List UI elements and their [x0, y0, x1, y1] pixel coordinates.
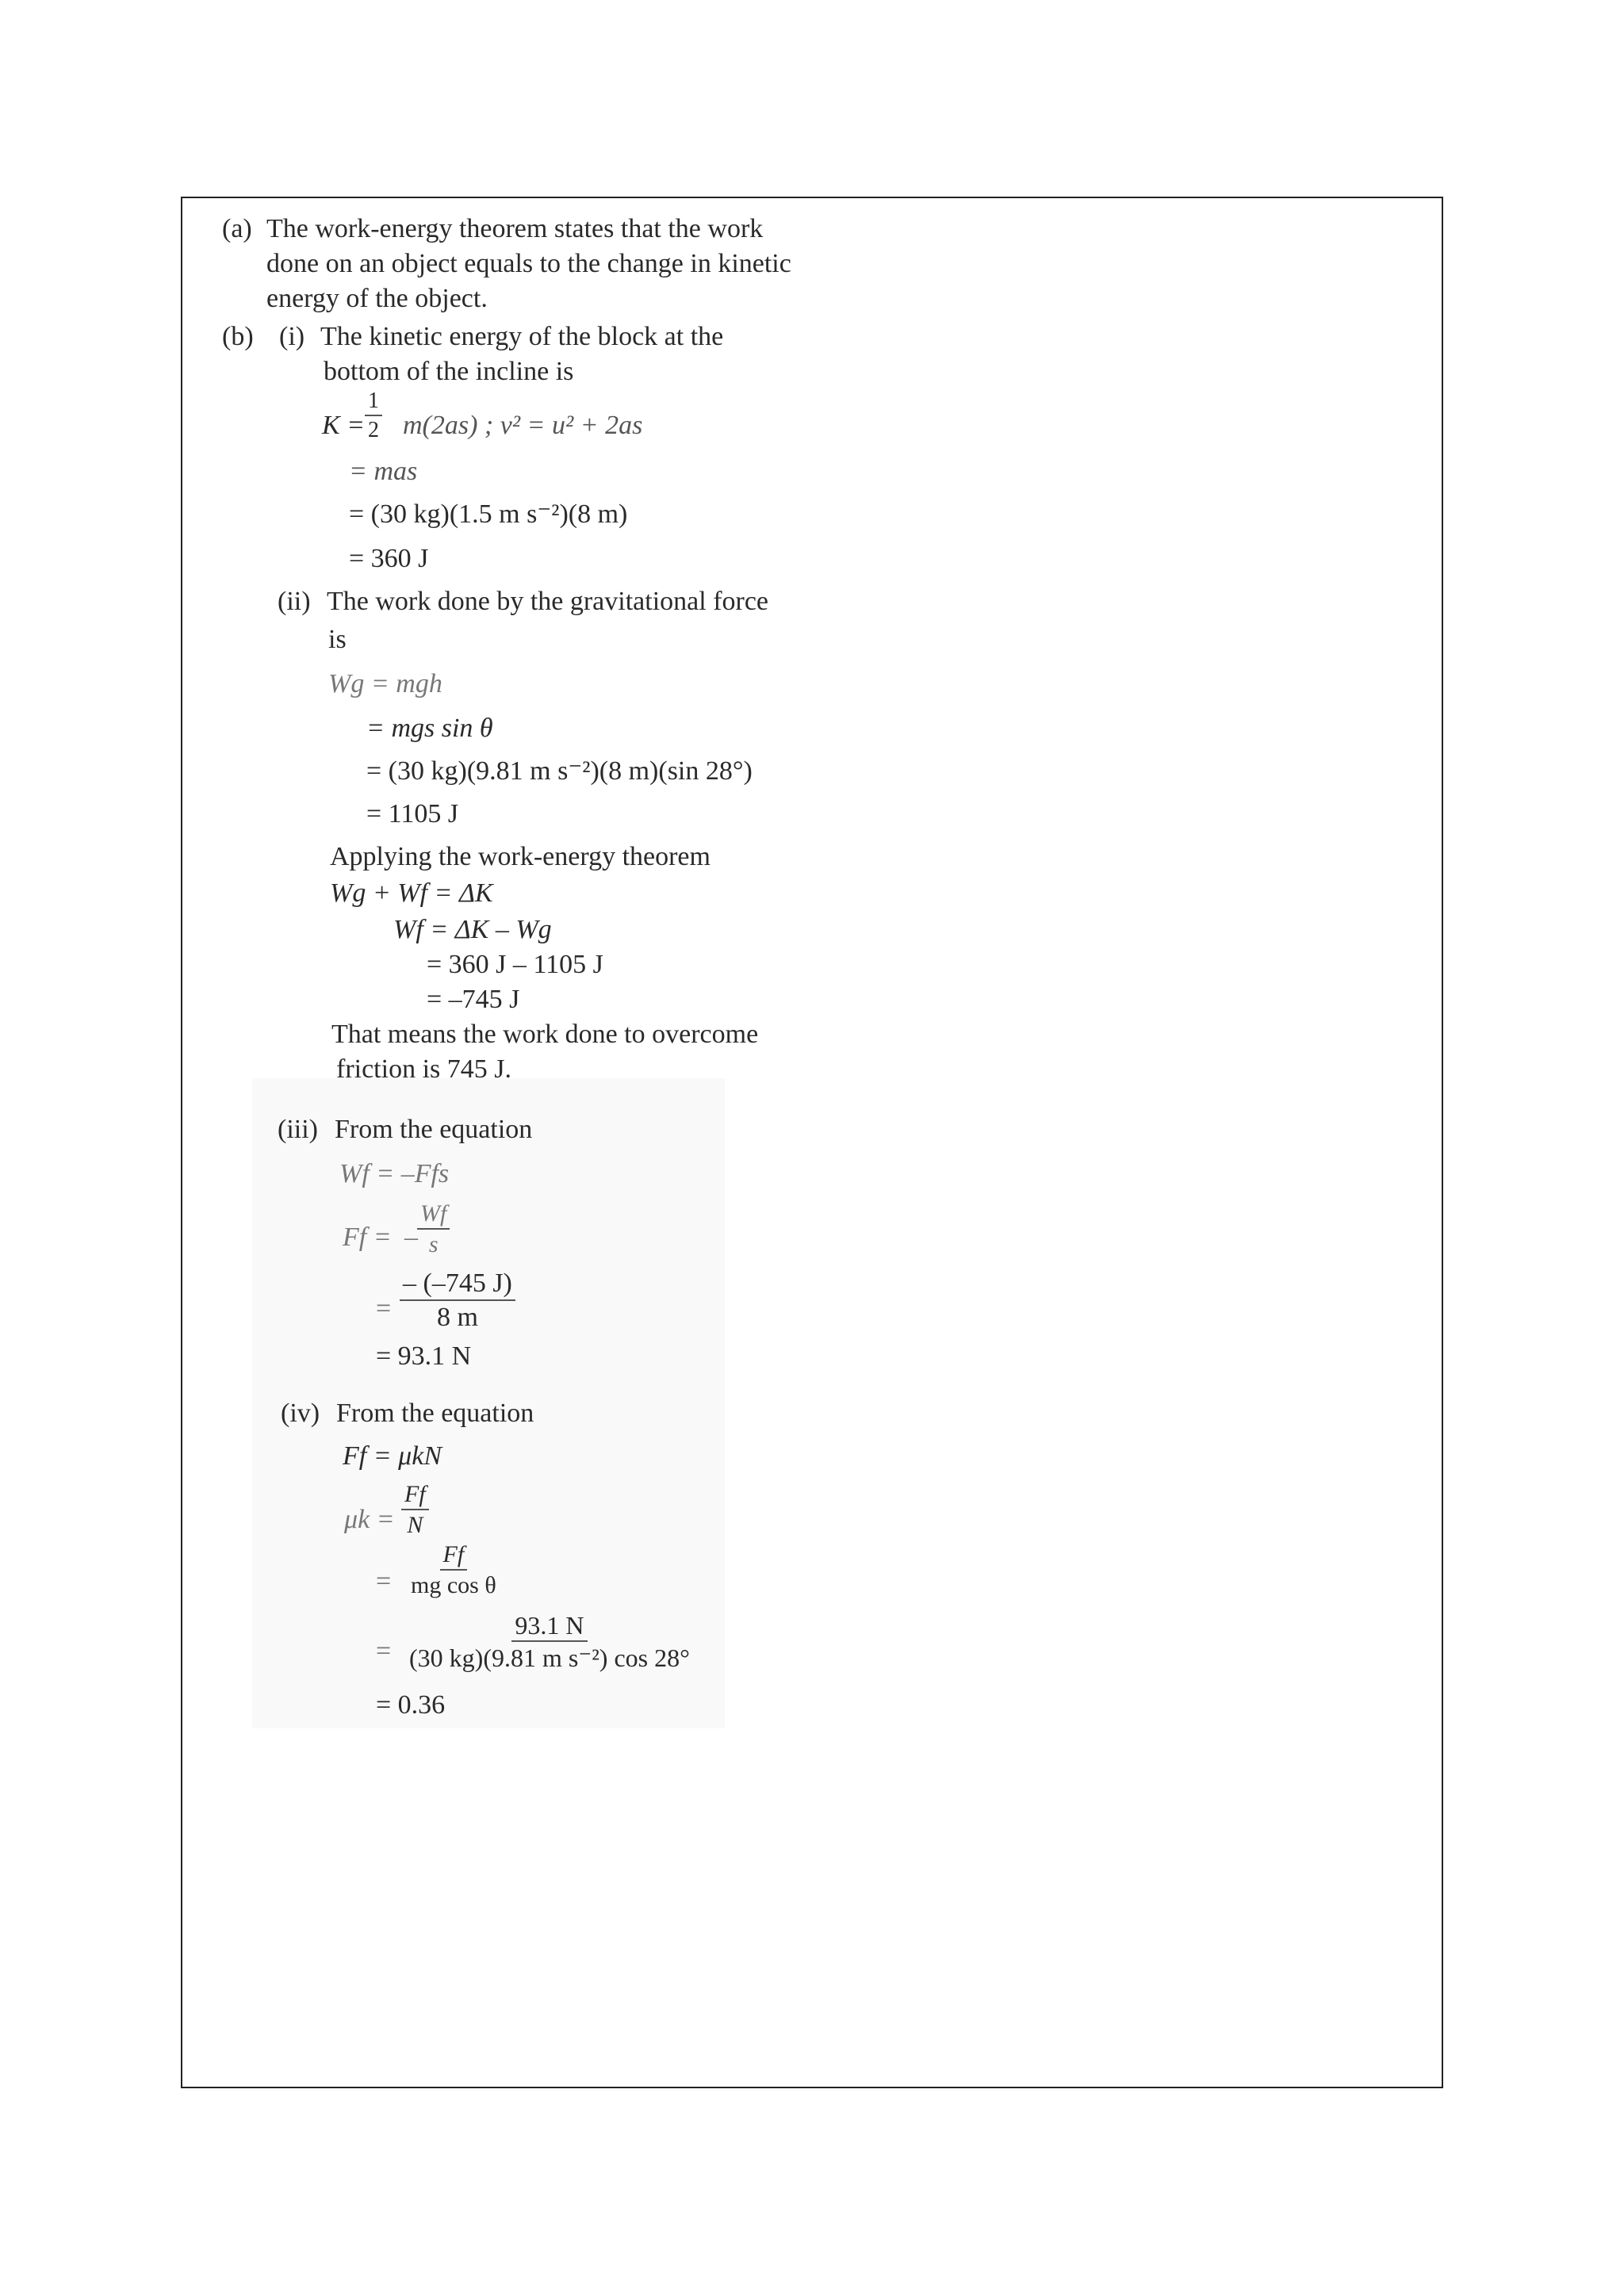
mu-denominator: N — [407, 1512, 423, 1538]
mu-fraction — [401, 1483, 429, 1537]
part-a-marker: (a) — [222, 214, 252, 243]
half-denominator: 2 — [368, 418, 379, 442]
friction-work-eq: Wf = –Ffs — [339, 1159, 450, 1188]
part-b-iv-intro: From the equation — [336, 1399, 534, 1428]
conclusion-line-1: That means the work done to overcome — [331, 1020, 759, 1049]
part-b-i-marker: (i) — [279, 322, 305, 351]
mu-step-1-equals: = — [376, 1567, 392, 1596]
part-b-marker: (b) — [222, 322, 254, 351]
friction-sub-fraction — [400, 1270, 515, 1331]
mu-step-2-denominator: (30 kg)(9.81 m s⁻²) cos 28° — [409, 1644, 690, 1672]
part-b-iii-intro: From the equation — [335, 1115, 533, 1144]
friction-coefficient-eq: Ff = μkN — [343, 1441, 442, 1471]
ke-step-3: = 360 J — [349, 544, 429, 573]
conclusion-line-2: friction is 745 J. — [336, 1054, 511, 1084]
theorem-eq-1: Wg + Wf = ΔK — [330, 878, 493, 908]
part-b-ii-line-1: The work done by the gravitational force — [327, 587, 769, 616]
mu-step-2-equals: = — [376, 1636, 392, 1666]
part-b-ii-line-2: is — [328, 625, 347, 654]
half-numerator: 1 — [365, 390, 382, 416]
mu-step-1-fraction — [408, 1543, 500, 1598]
theorem-eq-4: = –745 J — [427, 985, 520, 1014]
mu-numerator: Ff — [401, 1483, 429, 1510]
half-fraction — [365, 390, 382, 442]
ke-step-2: = (30 kg)(1.5 m s⁻²)(8 m) — [349, 499, 628, 529]
part-b-iii-marker: (iii) — [278, 1115, 318, 1144]
mu-step-1-denominator: mg cos θ — [411, 1572, 496, 1598]
gravity-work-eq-2: = (30 kg)(9.81 m s⁻²)(8 m)(sin 28°) — [366, 756, 753, 786]
friction-sub-equals: = — [376, 1294, 392, 1323]
friction-force-result: = 93.1 N — [376, 1341, 472, 1371]
mu-step-2-numerator: 93.1 N — [511, 1613, 587, 1642]
mu-step-1-numerator: Ff — [440, 1543, 468, 1571]
ke-step-1: = mas — [349, 457, 418, 486]
part-b-iv-marker: (iv) — [281, 1399, 320, 1428]
part-b-i-line-1: The kinetic energy of the block at the — [320, 322, 724, 351]
friction-force-denominator: s — [428, 1231, 439, 1257]
friction-force-fraction — [417, 1202, 450, 1257]
kinetic-energy-rhs: m(2as) ; v² = u² + 2as — [403, 411, 643, 440]
kinetic-energy-lhs: K = — [322, 411, 366, 440]
friction-sub-numerator: – (–745 J) — [400, 1270, 515, 1301]
friction-force-numerator: Wf — [417, 1202, 450, 1230]
mu-step-2-fraction — [406, 1613, 693, 1670]
friction-force-lhs: Ff = — [343, 1223, 392, 1252]
part-a-line-3: energy of the object. — [266, 284, 488, 313]
friction-force-minus: – — [404, 1223, 418, 1252]
part-b-ii-marker: (ii) — [278, 587, 311, 616]
mu-lhs: μk = — [344, 1505, 395, 1534]
theorem-eq-2: Wf = ΔK – Wg — [393, 915, 552, 944]
part-a-line-1: The work-energy theorem states that the work — [266, 214, 764, 243]
gravity-work-eq-1: = mgs sin θ — [366, 714, 493, 743]
friction-sub-denominator: 8 m — [436, 1303, 478, 1332]
part-b-i-line-2: bottom of the incline is — [324, 357, 574, 386]
theorem-eq-3: = 360 J – 1105 J — [427, 950, 603, 979]
gravity-work-eq-0: Wg = mgh — [328, 669, 442, 698]
part-a-line-2: done on an object equals to the change in kinetic — [266, 249, 791, 278]
gravity-work-eq-3: = 1105 J — [366, 799, 459, 828]
applying-theorem-line: Applying the work-energy theorem — [330, 842, 710, 871]
mu-result: = 0.36 — [376, 1690, 446, 1720]
